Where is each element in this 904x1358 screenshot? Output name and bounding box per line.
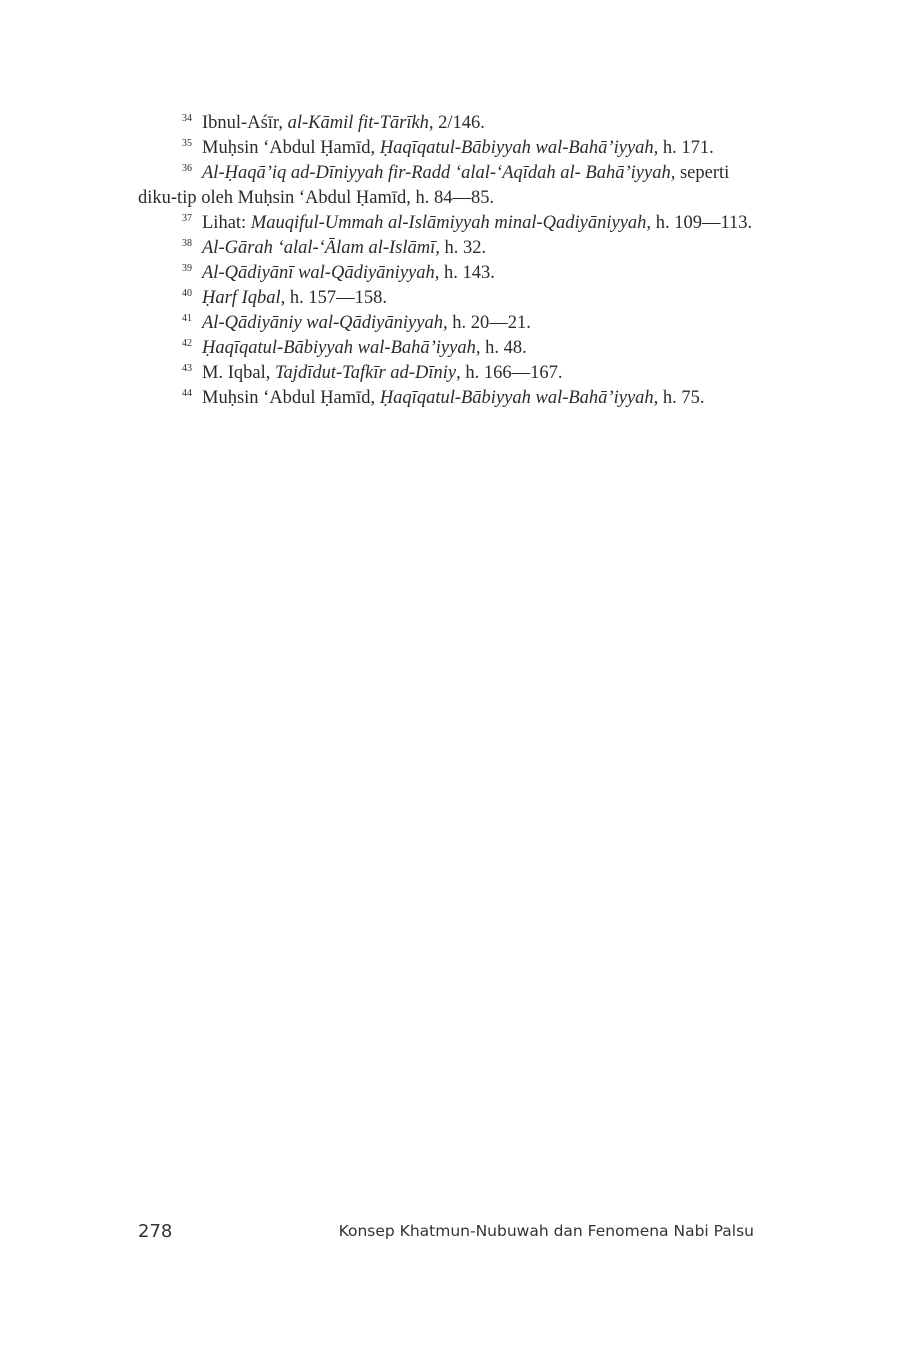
footnote-number: 37 — [182, 213, 192, 224]
footnote-text: 2/146. — [433, 113, 485, 133]
footnote-38 — [138, 236, 758, 261]
page-number: 278 — [138, 1221, 173, 1242]
footnote-number: 42 — [182, 338, 192, 349]
page-footer — [138, 1221, 754, 1247]
footnote-text: h. 20—21. — [447, 313, 531, 333]
footnote-number: 34 — [182, 113, 192, 124]
footnote-44 — [138, 386, 758, 411]
footnote-number: 43 — [182, 363, 192, 374]
footnote-37 — [138, 211, 758, 236]
footnote-text: h. 48. — [480, 338, 527, 358]
footnote-text: M. Iqbal, — [202, 363, 275, 383]
footnote-text: h. 75. — [658, 388, 705, 408]
footnote-text: h. 109—113. — [651, 213, 753, 233]
footnote-text: Ibnul-Aśīr, — [202, 113, 288, 133]
footnote-title: Al-Qādiyāniy wal-Qādiyāniyyah, — [202, 313, 448, 333]
footnote-number: 39 — [182, 263, 192, 274]
footnote-number: 44 — [182, 388, 192, 399]
footnote-text: h. 157—158. — [285, 288, 387, 308]
footnote-title: Al-Qādiyānī wal-Qādiyāniyyah, — [202, 263, 440, 283]
footnotes-list — [138, 111, 758, 411]
footnote-title: Ḥaqīqatul-Bābiyyah wal-Bahā’iyyah, — [379, 138, 659, 158]
footnote-39 — [138, 261, 758, 286]
footnote-35 — [138, 136, 758, 161]
footnote-41 — [138, 311, 758, 336]
footnote-title: Mauqiful-Ummah al-Islāmiyyah minal-Qadiyāniyyah, — [250, 213, 652, 233]
footnote-number: 36 — [182, 163, 192, 174]
footnote-text: Muḥsin ‘Abdul Ḥamīd, — [202, 388, 380, 408]
footnote-title: Ḥarf Iqbal, — [202, 288, 286, 308]
footnote-title: Ḥaqīqatul-Bābiyyah wal-Bahā’iyyah, — [202, 338, 481, 358]
footnote-number: 41 — [182, 313, 192, 324]
footnote-text: seperti diku-tip oleh Muḥsin ‘Abdul Ḥamīd, h. 84—85. — [138, 163, 730, 208]
footnote-42 — [138, 336, 758, 361]
footnote-title: Tajdīdut-Tafkīr ad-Dīniy — [274, 363, 457, 383]
footnote-36 — [138, 161, 758, 211]
footnote-text: h. 171. — [658, 138, 714, 158]
footnote-title: Al-Ḥaqā’iq ad-Dīniyyah fir-Radd ‘alal-‘Aqīdah al- Bahā’iyyah, — [202, 163, 676, 183]
footnote-title: Al-Gārah ‘alal-‘Ālam al-Islāmī, — [202, 238, 440, 258]
footnote-text: h. 32. — [439, 238, 487, 258]
footnote-43 — [138, 361, 758, 386]
footnote-number: 35 — [182, 138, 192, 149]
footnote-text: Muḥsin ‘Abdul Ḥamīd, — [202, 138, 380, 158]
footnote-title: Ḥaqīqatul-Bābiyyah wal-Bahā’iyyah, — [379, 388, 659, 408]
running-title: Konsep Khatmun-Nubuwah dan Fenomena Nabi Palsu — [338, 1222, 754, 1240]
footnote-text: h. 143. — [439, 263, 495, 283]
footnote-text: Lihat: — [202, 213, 251, 233]
footnote-text: , h. 166—167. — [456, 363, 563, 383]
footnote-number: 38 — [182, 238, 192, 249]
footnote-title: al-Kāmil fit-Tārīkh, — [287, 113, 434, 133]
footnote-40 — [138, 286, 758, 311]
footnote-number: 40 — [182, 288, 192, 299]
footnote-34 — [138, 111, 758, 136]
